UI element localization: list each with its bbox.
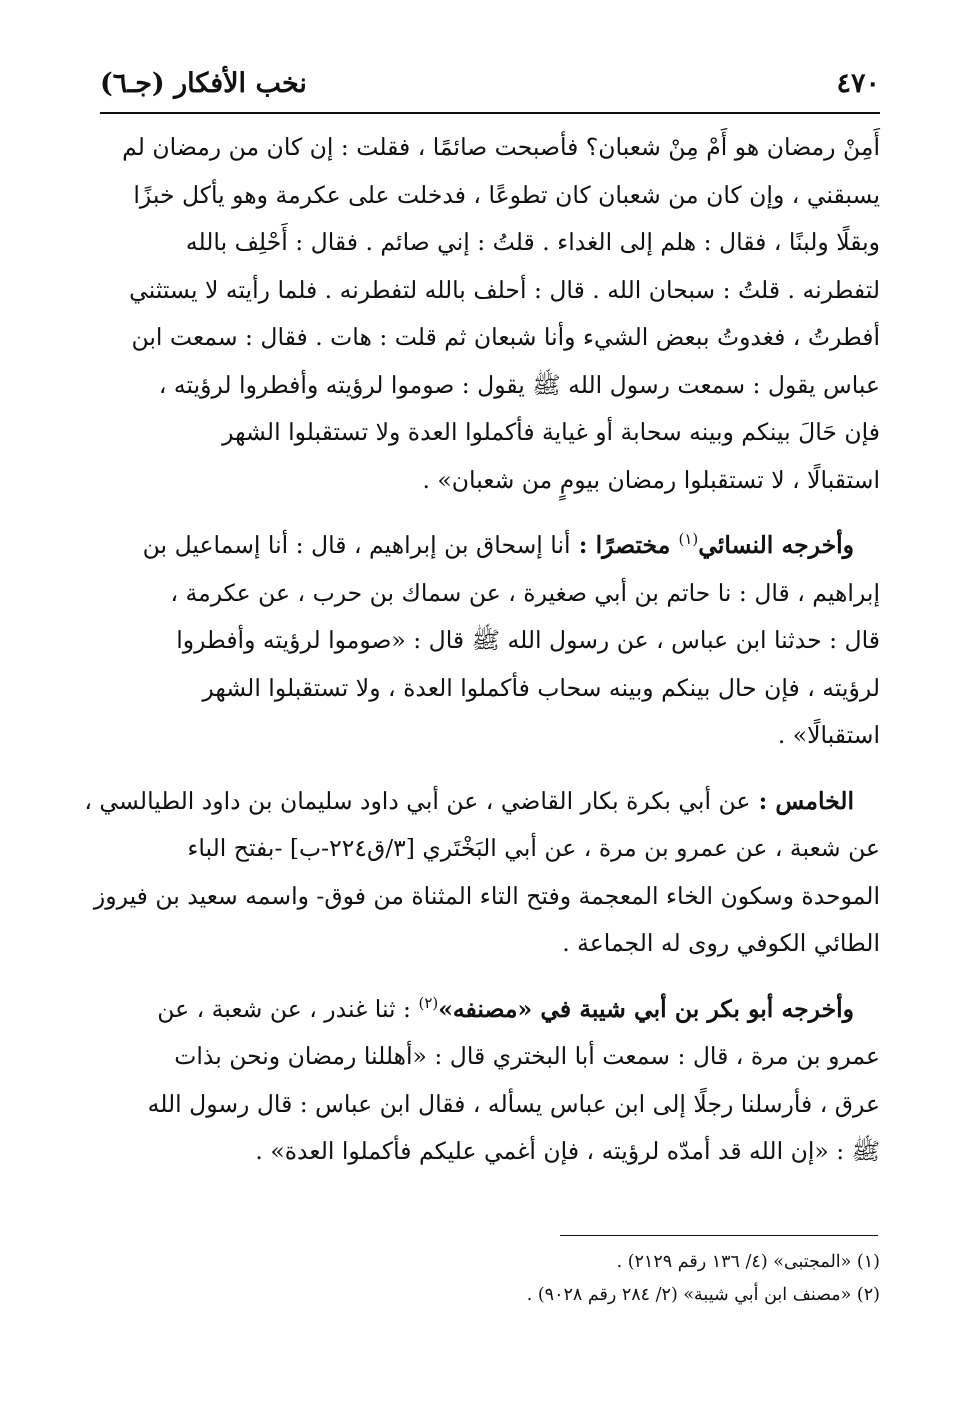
footnote-marker: (١) <box>678 530 699 549</box>
text-line: الموحدة وسكون الخاء المعجمة وفتح التاء المثناة من فوق- واسمه سعيد بن فيروز <box>93 881 880 910</box>
bold-lead: الخامس : <box>750 786 854 815</box>
text-line: لتفطرنه . قلتُ : سبحان الله . قال : أحلف بالله لتفطرنه . فلما رأيته لا يستثني <box>129 275 880 304</box>
line-text: عن أبي بكرة بكار القاضي ، عن أبي داود سليمان بن داود الطيالسي ، <box>84 786 751 815</box>
text-line: أَمِنْ رمضان هو أَمْ مِنْ شعبان؟ فأصبحت صائمًا ، فقلت : إن كان من رمضان لم <box>122 133 880 161</box>
paragraph-1 <box>100 124 880 504</box>
text-line <box>100 522 880 570</box>
text-line: عباس يقول : سمعت رسول الله ﷺ يقول : صوموا لرؤيته وأفطروا لرؤيته ، <box>158 370 880 399</box>
text-line: عرق ، فأرسلنا رجلًا إلى ابن عباس يسأله ، فقال ابن عباس : قال رسول الله <box>147 1089 880 1118</box>
footnote: (٢) «مصنف ابن أبي شيبة» (٢/ ٢٨٤ رقم ٩٠٢٨) . <box>526 1285 880 1305</box>
text-line: الطائي الكوفي روى له الجماعة . <box>562 929 880 957</box>
text-line: قال : حدثنا ابن عباس ، عن رسول الله ﷺ قال : «صوموا لرؤيته وأفطروا <box>176 626 880 654</box>
text-line: عمرو بن مرة ، قال : سمعت أبا البختري قال : «أهللنا رمضان ونحن بذات <box>174 1042 880 1070</box>
bold-lead: وأخرجه النسائي <box>698 531 854 559</box>
running-title: نخب الأفكار (جـ٦) <box>100 68 307 99</box>
line-text: أنا إسحاق بن إبراهيم ، قال : أنا إسماعيل بن <box>142 531 571 559</box>
main-text <box>84 124 880 1176</box>
text-line: عن شعبة ، عن عمرو بن مرة ، عن أبي البَخْتَري [٣/ق٢٢٤-ب] -بفتح الباء <box>187 834 880 862</box>
page-header <box>100 62 880 106</box>
footnote: (١) «المجتبى» (٤/ ١٣٦ رقم ٢١٢٩) . <box>616 1252 880 1272</box>
text-line: فإن حَالَ بينكم وبينه سحابة أو غياية فأكملوا العدة ولا تستقبلوا الشهر <box>222 418 880 446</box>
page-number: ٤٧٠ <box>836 68 880 99</box>
footnote-divider <box>560 1235 878 1236</box>
text-line: استقبالًا ، لا تستقبلوا رمضان بيومٍ من شعبان» . <box>422 465 880 494</box>
bold-lead: مختصرًا : <box>570 531 679 559</box>
paragraph-2 <box>100 522 880 760</box>
text-line: لرؤيته ، فإن حال بينكم وبينه سحاب فأكملوا العدة ، ولا تستقبلوا الشهر <box>202 673 880 702</box>
text-line: وبقلًا ولبنًا ، فقال : هلم إلى الغداء . قلتُ : إني صائم . فقال : أَحْلِف بالله <box>185 228 880 256</box>
text-line <box>100 986 880 1034</box>
text-line <box>84 778 880 826</box>
text-line: إبراهيم ، قال : نا حاتم بن أبي صغيرة ، عن سماك بن حرب ، عن عكرمة ، <box>170 578 880 607</box>
text-line: ﷺ : «إن الله قد أمدّه لرؤيته ، فإن أغمي عليكم فأكملوا العدة» . <box>255 1137 880 1165</box>
bold-lead: وأخرجه أبو بكر بن أبي شيبة في «مصنفه» <box>438 994 854 1023</box>
footnotes <box>100 1246 880 1312</box>
text-line: استقبالًا» . <box>777 721 880 749</box>
text-line: يسبقني ، وإن كان من شعبان كان تطوعًا ، فدخلت على عكرمة وهو يأكل خبزًا <box>133 180 880 209</box>
paragraph-3 <box>84 778 880 968</box>
line-text: : ثنا غندر ، عن شعبة ، عن <box>157 994 419 1023</box>
header-divider <box>100 112 880 114</box>
paragraph-4 <box>100 986 880 1176</box>
footnote-marker: (٢) <box>418 993 439 1012</box>
text-line: أفطرتُ ، فغدوتُ ببعض الشيء وأنا شبعان ثم قلت : هات . فقال : سمعت ابن <box>131 323 880 351</box>
